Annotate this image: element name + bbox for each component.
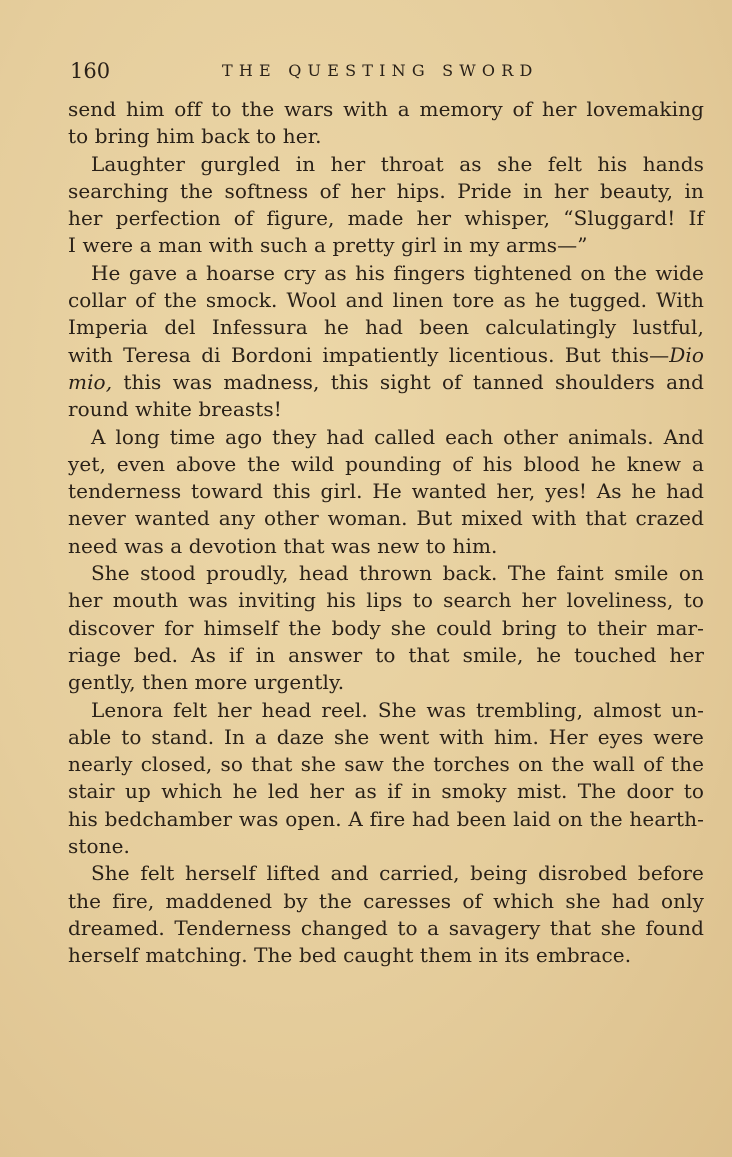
text-line: round white breasts!: [68, 397, 282, 422]
text-segment: this was madness, this sight of tanned shoulders and: [112, 369, 704, 394]
italic-word: Dio: [669, 342, 704, 367]
running-head: THE QUESTING SWORD: [222, 61, 539, 80]
paragraph: [68, 560, 704, 696]
text-line: I were a man with such a pretty girl in my arms—”: [68, 233, 588, 258]
text-line: She felt herself lifted and carried, being disrobed before: [91, 861, 704, 886]
text-line: yet, even above the wild pounding of his blood he knew a: [68, 451, 704, 476]
text-line: searching the softness of her hips. Pride in her beauty, in: [68, 178, 704, 203]
text-line: stone.: [68, 834, 131, 859]
text-line: Imperia del Infessura he had been calculatingly lustful,: [68, 315, 704, 340]
text-line: discover for himself the body she could bring to their mar-: [68, 615, 704, 640]
text-line: need was a devotion that was new to him.: [68, 533, 498, 558]
text-line: [68, 369, 704, 396]
text-line: gently, then more urgently.: [68, 670, 345, 695]
text-line: nearly closed, so that she saw the torches on the wall of the: [68, 752, 704, 777]
text-segment: with Teresa di Bordoni impatiently licentious. But this—: [68, 342, 670, 367]
text-line: his bedchamber was open. A fire had been laid on the hearth-: [68, 806, 704, 831]
text-line: herself matching. The bed caught them in its embrace.: [68, 943, 632, 968]
text-line: to bring him back to her.: [68, 124, 322, 149]
paragraph: [68, 424, 704, 560]
paragraph: [68, 697, 704, 861]
text-line: send him off to the wars with a memory of her lovemaking: [68, 97, 704, 121]
text-line: A long time ago they had called each other animals. And: [91, 424, 704, 449]
paragraph: [68, 860, 704, 969]
text-line: riage bed. As if in answer to that smile, he touched her: [68, 642, 704, 667]
text-line: never wanted any other woman. But mixed with that crazed: [68, 506, 704, 531]
text-line: stair up which he led her as if in smoky mist. The door to: [68, 779, 704, 804]
text-line: Lenora felt her head reel. She was trembling, almost un-: [91, 697, 704, 722]
text-line: [68, 342, 704, 369]
text-line: her mouth was inviting his lips to search her loveliness, to: [68, 588, 704, 613]
text-line: dreamed. Tenderness changed to a savagery that she found: [68, 915, 704, 940]
page-number: 160: [70, 59, 111, 83]
text-line: tenderness toward this girl. He wanted her, yes! As he had: [68, 479, 704, 504]
paragraph: [68, 151, 704, 260]
paragraph: [68, 96, 704, 151]
text-line: Laughter gurgled in her throat as she felt his hands: [91, 151, 704, 176]
body-text: [68, 96, 704, 970]
text-line: He gave a hoarse cry as his fingers tightened on the wide: [91, 260, 704, 285]
paragraph: [68, 260, 704, 424]
text-line: She stood proudly, head thrown back. The faint smile on: [91, 561, 704, 586]
italic-word: mio,: [68, 369, 113, 394]
text-line: her perfection of figure, made her whisper, “Sluggard! If: [68, 206, 704, 231]
page-header: [70, 56, 570, 86]
text-line: collar of the smock. Wool and linen tore as he tugged. With: [68, 288, 704, 313]
text-line: the fire, maddened by the caresses of which she had only: [68, 888, 704, 913]
text-line: able to stand. In a daze she went with him. Her eyes were: [68, 724, 704, 749]
